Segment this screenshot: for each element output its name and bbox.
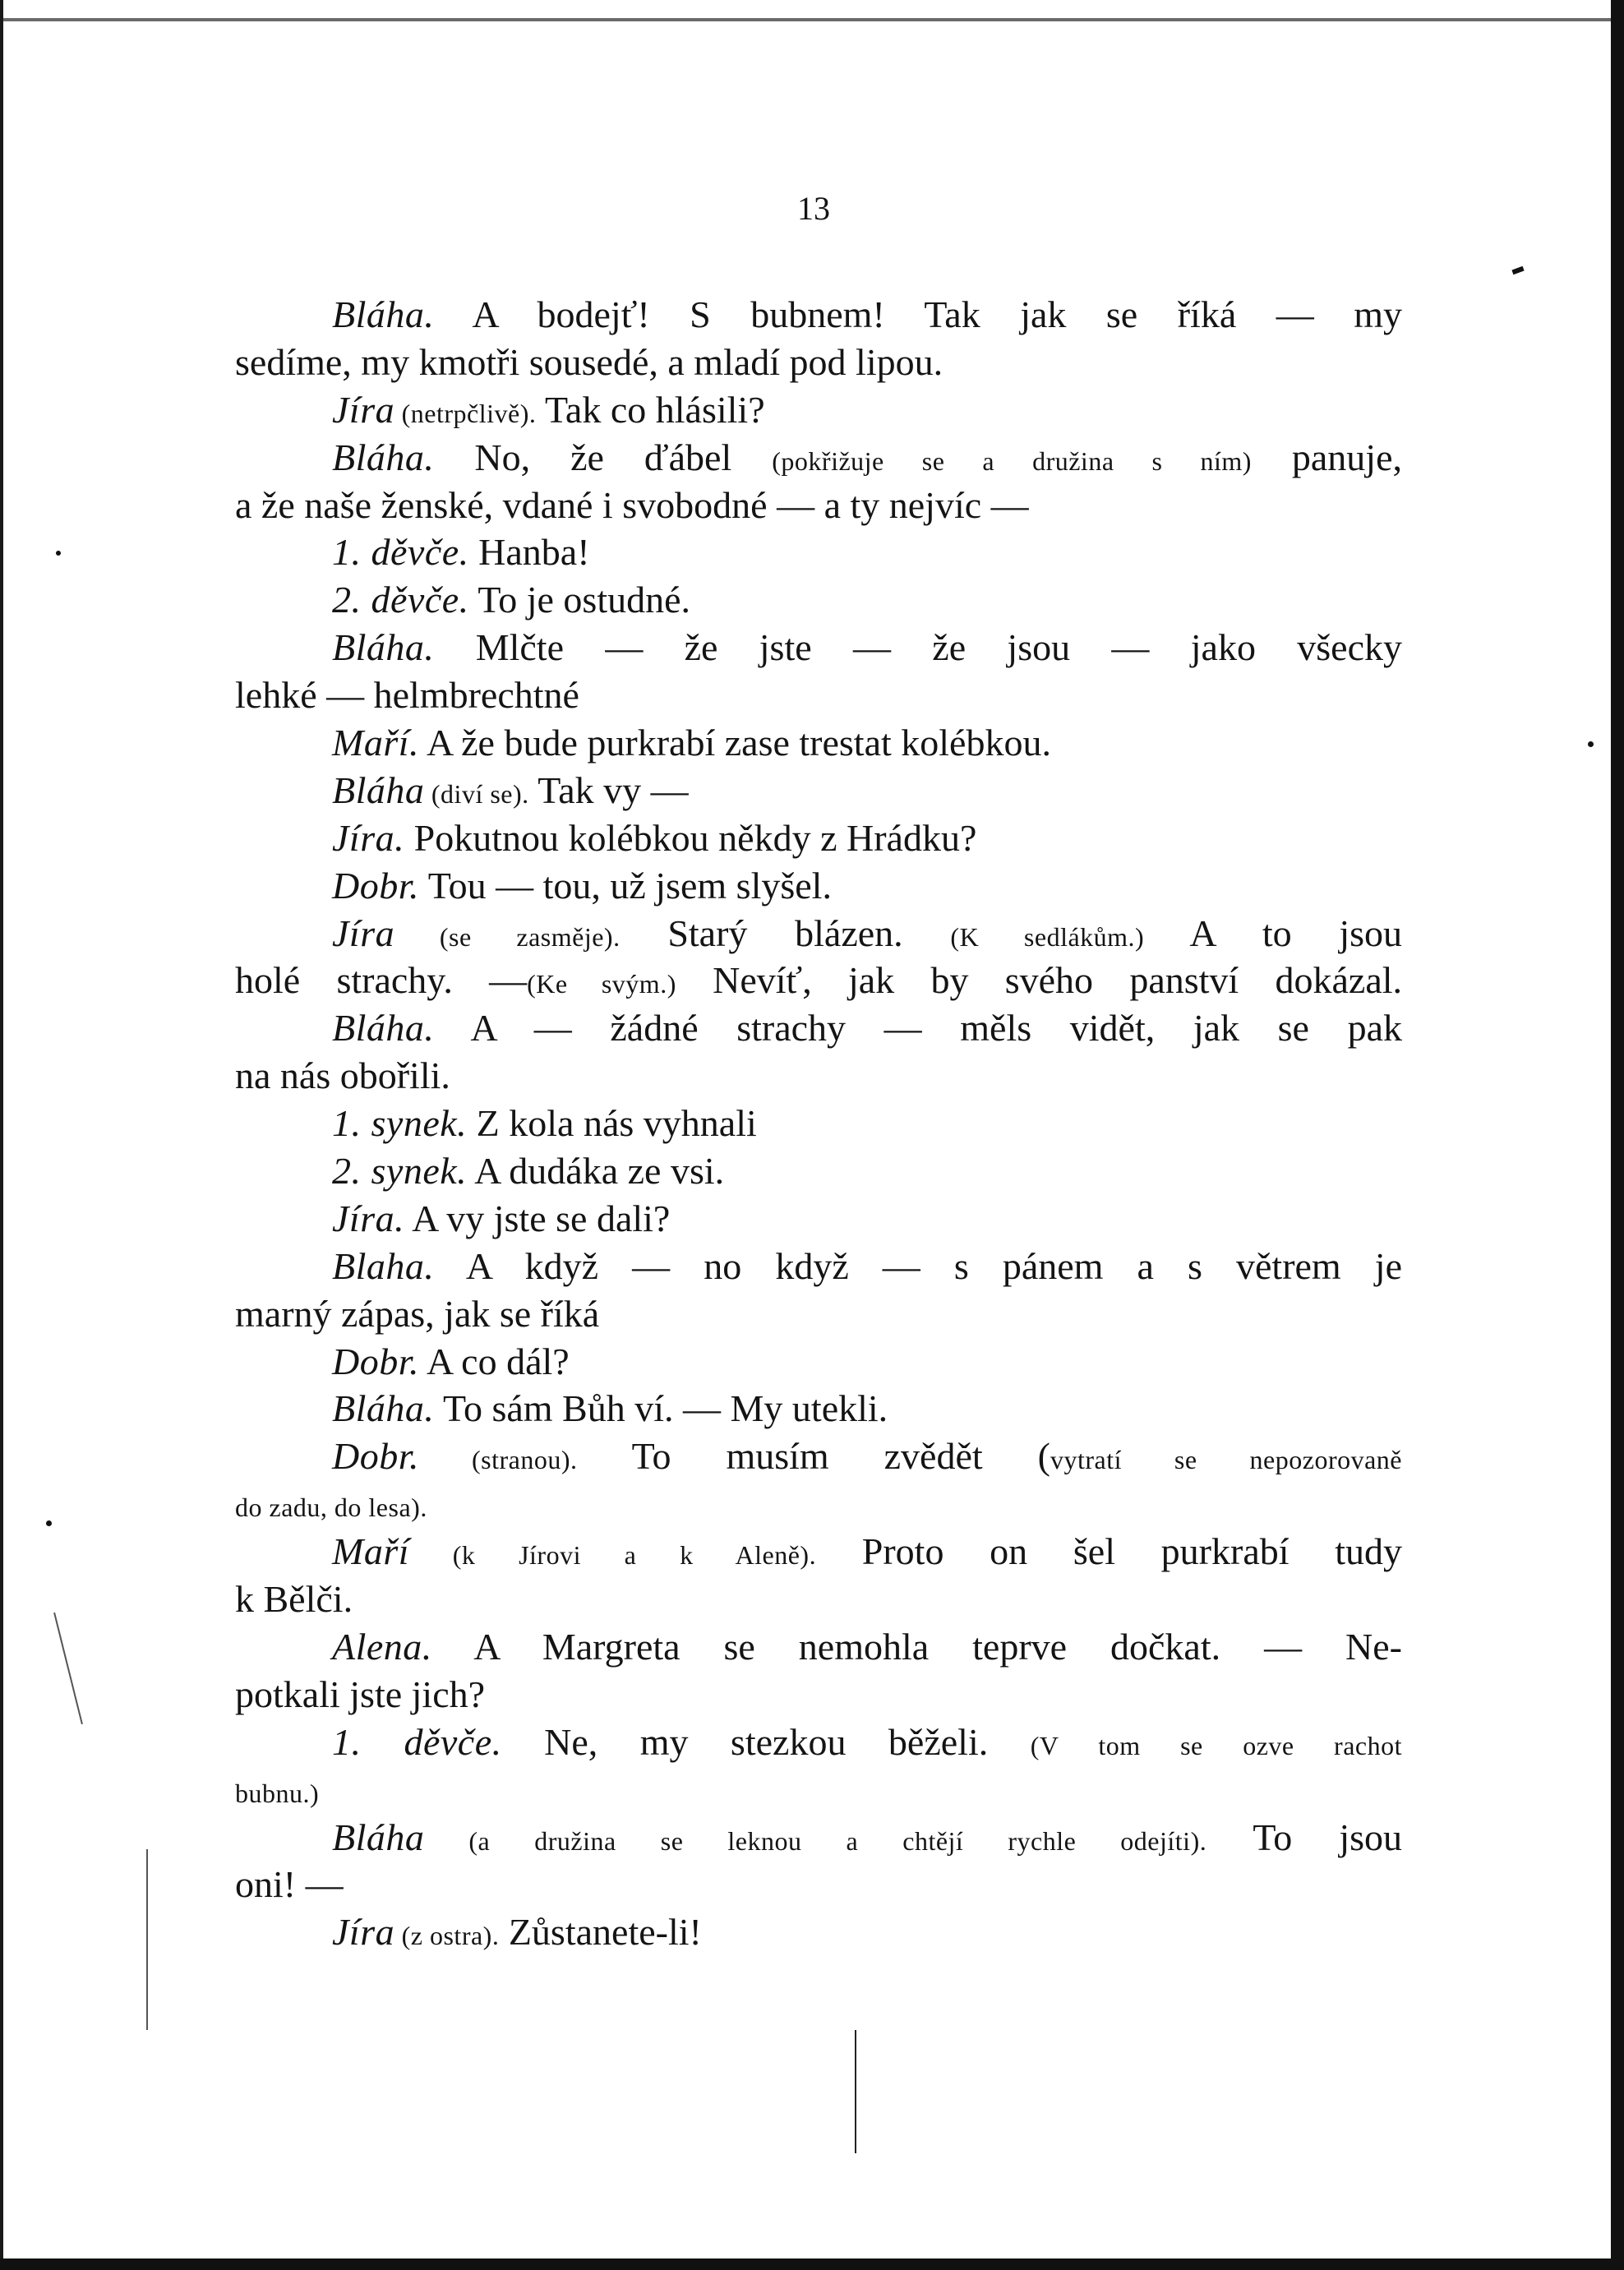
text-line <box>235 957 1402 1004</box>
scan-scratch <box>855 2030 856 2153</box>
line-text: A Margreta se nemohla teprve dočkat. — Ne- <box>431 1625 1402 1668</box>
text-line <box>235 1243 1402 1290</box>
stage-direction: (pokřižuje se a družina s ním) <box>772 445 1252 476</box>
text-line <box>235 1433 1402 1480</box>
stage-direction: (stranou). <box>419 1445 578 1475</box>
line-text: a že naše ženské, vdané i svobodné — a ty nejvíc — <box>235 483 1029 526</box>
line-text: Zůstanete-li! <box>499 1911 702 1954</box>
text-line <box>235 291 1402 339</box>
text-line <box>235 434 1402 482</box>
text-line <box>235 528 1402 576</box>
line-text: sedíme, my kmotři sousedé, a mladí pod lipou. <box>235 340 943 383</box>
speaker-name: Dobr. <box>332 864 420 907</box>
line-text: To sám Bůh ví. — My utekli. <box>434 1387 888 1430</box>
line-text: marný zápas, jak se říká <box>235 1292 600 1335</box>
scan-scratch <box>146 1849 148 2030</box>
speaker-name: Jíra <box>332 388 395 431</box>
line-text: Tak co hlásili? <box>536 388 765 431</box>
speaker-name: Bláha. <box>332 626 435 669</box>
text-line <box>235 482 1402 529</box>
line-text: Mlčte — že jste — že jsou — jako všecky <box>434 626 1402 669</box>
speaker-name: Dobr. <box>332 1435 420 1478</box>
line-text: k Bělči. <box>235 1578 353 1621</box>
line-text: A co dál? <box>419 1340 570 1382</box>
text-line <box>235 1623 1402 1671</box>
line-text: A to jsou <box>1144 911 1402 954</box>
line-text: Hanba! <box>468 531 590 574</box>
stage-direction: (Ke svým.) <box>527 969 676 999</box>
text-line <box>235 386 1402 434</box>
stage-direction: vytratí se nepozorovaně <box>1050 1445 1402 1475</box>
speaker-name: Jíra. <box>332 1197 405 1239</box>
stage-direction: (se zasměje). <box>394 921 621 952</box>
speaker-name: Dobr. <box>332 1340 420 1382</box>
text-line <box>235 1480 1402 1528</box>
ink-speck <box>56 551 61 556</box>
speaker-name: Jíra <box>332 911 395 954</box>
stage-direction: bubnu.) <box>235 1778 320 1808</box>
text-line <box>235 1576 1402 1623</box>
stage-direction: (diví se). <box>424 778 529 809</box>
line-text: No, že ďábel <box>434 436 773 478</box>
line-text: Proto on šel purkrabí tudy <box>816 1530 1402 1573</box>
speaker-name: Bláha. <box>332 1007 435 1050</box>
line-text: A dudáka ze vsi. <box>467 1150 725 1193</box>
text-line <box>235 1290 1402 1338</box>
text-line <box>235 1195 1402 1243</box>
line-text: Tou — tou, už jsem slyšel. <box>419 864 832 907</box>
stage-direction: (k Jírovi a k Aleně). <box>409 1540 817 1571</box>
ink-speck <box>1511 266 1524 275</box>
stage-direction: (V tom se ozve rachot <box>1030 1730 1402 1760</box>
speaker-name: Maří. <box>332 722 419 764</box>
line-text: To jsou <box>1206 1816 1402 1858</box>
line-text: Ne, my stezkou běželi. <box>501 1720 1031 1763</box>
ink-speck <box>1588 741 1594 747</box>
text-line <box>235 1814 1402 1862</box>
line-text: A — žádné strachy — měls vidět, jak se pak <box>434 1007 1402 1050</box>
line-text: Pokutnou kolébkou někdy z Hrádku? <box>404 816 977 859</box>
scan-left-edge <box>0 0 10 2270</box>
line-text: Tak vy — <box>528 768 689 811</box>
text-line <box>235 719 1402 767</box>
line-text: Z kola nás vyhnali <box>467 1102 757 1145</box>
text-line <box>235 1147 1402 1195</box>
stage-direction: (z ostra). <box>394 1921 500 1951</box>
line-text: A vy jste se dali? <box>404 1197 671 1239</box>
speaker-name: Blaha. <box>332 1244 435 1287</box>
speaker-name: 2. děvče. <box>332 579 469 621</box>
stage-direction: do zadu, do lesa). <box>235 1493 427 1523</box>
stage-direction: (netrpčlivě). <box>394 398 537 428</box>
scan-scratch <box>53 1613 83 1724</box>
text-line <box>235 1671 1402 1719</box>
scan-right-edge <box>1611 0 1624 2270</box>
line-text: To musím zvědět ( <box>577 1435 1050 1478</box>
speaker-name: Bláha. <box>332 293 435 335</box>
speaker-name: 2. synek. <box>332 1150 468 1193</box>
speaker-name: 1. synek. <box>332 1102 468 1145</box>
line-text: A bodejť! S bubnem! Tak jak se říká — my <box>434 293 1402 335</box>
speaker-name: 1. děvče. <box>332 531 469 574</box>
text-line <box>235 1004 1402 1052</box>
scan-bottom-edge <box>0 2258 1624 2270</box>
text-line <box>235 1861 1402 1908</box>
text-line <box>235 1338 1402 1386</box>
line-text: potkali jste jich? <box>235 1673 486 1715</box>
line-text: To je ostudné. <box>468 579 691 621</box>
speaker-name: Bláha <box>332 1816 425 1858</box>
text-line <box>235 767 1402 814</box>
text-line <box>235 1385 1402 1433</box>
speaker-name: Alena. <box>332 1625 432 1668</box>
stage-direction: (a družina se leknou a chtějí rychle odejíti). <box>424 1825 1207 1856</box>
text-line <box>235 1766 1402 1814</box>
text-line <box>235 1100 1402 1147</box>
speaker-name: Bláha. <box>332 1387 435 1430</box>
dialogue-text <box>235 291 1402 1956</box>
text-line <box>235 671 1402 719</box>
text-line <box>235 624 1402 671</box>
speaker-name: Maří <box>332 1530 409 1573</box>
text-line <box>235 910 1402 957</box>
line-text: A že bude purkrabí zase trestat kolébkou. <box>419 722 1051 764</box>
stage-direction: (K sedlákům.) <box>950 921 1145 952</box>
speaker-name: Jíra <box>332 1911 395 1954</box>
text-line <box>235 1908 1402 1956</box>
line-text: Nevíť, jak by svého panství dokázal. <box>676 959 1402 1002</box>
page-number: 13 <box>797 190 830 227</box>
speaker-name: Bláha <box>332 768 425 811</box>
scan-top-edge <box>0 18 1624 21</box>
line-text: A když — no když — s pánem a s větrem je <box>434 1244 1402 1287</box>
speaker-name: Bláha. <box>332 436 435 478</box>
line-text: na nás obořili. <box>235 1054 450 1097</box>
text-line <box>235 576 1402 624</box>
line-text: Starý blázen. <box>620 911 951 954</box>
text-line <box>235 1719 1402 1766</box>
speaker-name: 1. děvče. <box>332 1720 502 1763</box>
line-text: panuje, <box>1251 436 1402 478</box>
text-line <box>235 1528 1402 1576</box>
text-line <box>235 1052 1402 1100</box>
line-text: oni! — <box>235 1863 344 1906</box>
ink-speck <box>46 1520 52 1526</box>
text-line <box>235 814 1402 862</box>
text-line <box>235 862 1402 910</box>
line-text: lehké — helmbrechtné <box>235 674 579 717</box>
line-text: holé strachy. — <box>235 959 528 1002</box>
text-line <box>235 339 1402 386</box>
speaker-name: Jíra. <box>332 816 405 859</box>
